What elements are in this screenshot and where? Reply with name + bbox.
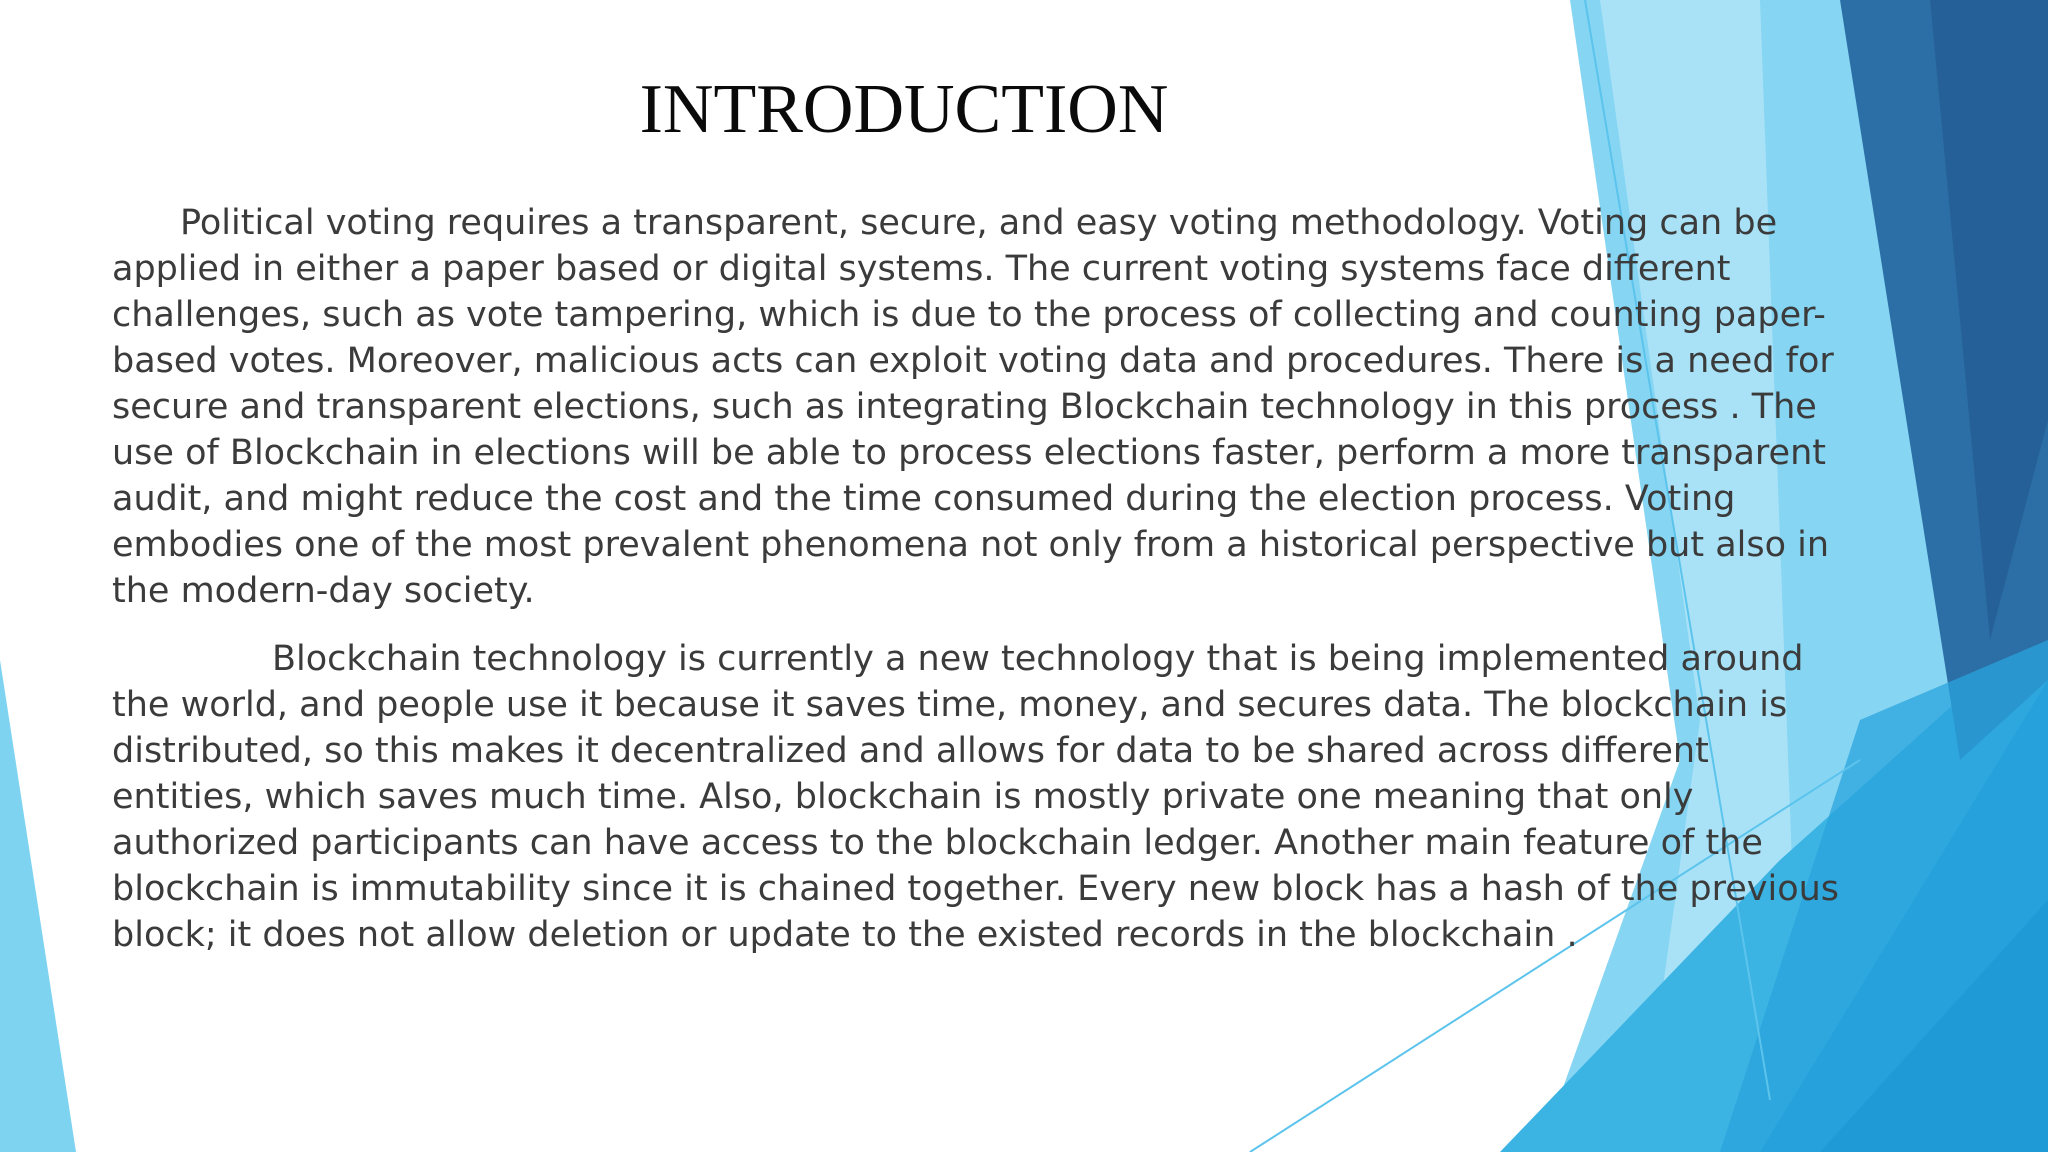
- paragraph-voting: Political voting requires a transparent, secure, and easy voting methodology. Voting can be applied in either a paper based or digital systems. The current voting systems face different challenges, such as vote tampering, which is due to the process of collecting and counting paper-based votes. Moreover, malicious acts can exploit voting data and procedures. There is a need for secure and transparent elections, such as integrating Blockchain technology in this process . The use of Blockchain in elections will be able to process elections faster, perform a more transparent audit, and might reduce the cost and the time consumed during the election process. Voting embodies one of the most prevalent phenomena not only from a historical perspective but also in the modern-day society.: [112, 203, 1834, 611]
- slide-body: [112, 200, 1852, 958]
- left-edge-shape: [0, 660, 76, 1152]
- paragraph-blockchain: Blockchain technology is currently a new technology that is being implemented around the world, and people use it because it saves time, money, and secures data. The blockchain is distributed, so this makes it decentralized and allows for data to be shared across different entities, which saves much time. Also, blockchain is mostly private one meaning that only authorized participants can have access to the blockchain ledger. Another main feature of the blockchain is immutability since it is chained together. Every new block has a hash of the previous block; it does not allow deletion or update to the existed records in the blockchain .: [112, 639, 1840, 955]
- slide-title: INTRODUCTION: [639, 71, 1169, 148]
